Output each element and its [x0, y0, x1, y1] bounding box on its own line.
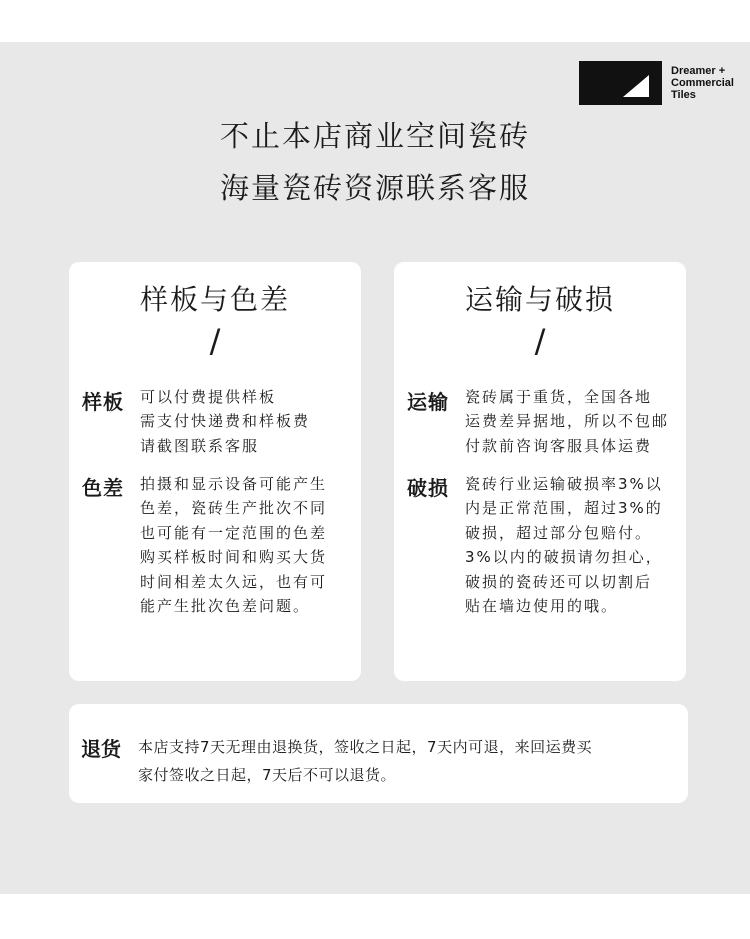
term-damage: 破损	[407, 476, 449, 500]
description-line: 拍摄和显示设备可能产生	[140, 475, 328, 493]
color-difference-description	[140, 472, 327, 618]
headline-line-1: 不止本店商业空间瓷砖	[219, 119, 530, 153]
brand-line-3: Tiles	[671, 89, 696, 101]
card-divider-slash: /	[534, 322, 546, 360]
card-divider-slash: /	[209, 322, 221, 360]
term-shipping: 运输	[407, 390, 449, 414]
card-title: 运输与破损	[464, 283, 615, 316]
description-line: 色差，瓷砖生产批次不同	[140, 499, 328, 518]
description-line: 可以付费提供样板	[140, 388, 277, 406]
description-line: 请截图联系客服	[140, 436, 260, 455]
description-line: 瓷砖行业运输破损率3%以	[465, 475, 663, 493]
brand-logo-mark	[579, 61, 662, 105]
description-line: 贴在墙边使用的哦。	[465, 597, 619, 616]
brand-name	[671, 65, 734, 101]
card-title: 样板与色差	[139, 283, 290, 316]
sample-description	[140, 385, 310, 458]
brand-logo	[579, 61, 734, 105]
sample-color-card	[69, 262, 361, 681]
description-line: 运费差异据地，所以不包邮	[465, 412, 670, 431]
term-color-difference: 色差	[82, 476, 124, 500]
term-sample: 样板	[82, 390, 124, 414]
term-returns: 退货	[81, 737, 121, 761]
description-line: 本店支持7天无理由退换货，签收之日起，7天内可退，来回运费买	[138, 738, 593, 756]
description-line: 瓷砖属于重货，全国各地	[465, 388, 653, 406]
description-line: 时间相差太久远，也有可	[140, 572, 328, 591]
description-line: 需支付快递费和样板费	[140, 412, 311, 431]
description-line: 购买样板时间和购买大货	[140, 548, 328, 567]
damage-description	[465, 472, 663, 618]
description-line: 能产生批次色差问题。	[140, 597, 311, 616]
returns-description	[138, 733, 592, 789]
brand-line-2: Commercial	[671, 77, 734, 89]
description-line: 破损，超过部分包赔付。	[465, 523, 653, 542]
description-line: 付款前咨询客服具体运费	[465, 436, 653, 455]
brand-line-1: Dreamer +	[671, 65, 726, 77]
description-line: 也可能有一定范围的色差	[140, 523, 328, 542]
description-line: 破损的瓷砖还可以切割后	[465, 572, 653, 591]
description-line: 3%以内的破损请勿担心，	[465, 548, 663, 567]
headline-line-2: 海量瓷砖资源联系客服	[219, 171, 530, 205]
description-line: 内是正常范围，超过3%的	[465, 499, 663, 518]
description-line: 家付签收之日起，7天后不可以退货。	[138, 766, 397, 784]
shipping-description	[465, 385, 669, 458]
shipping-damage-card	[394, 262, 686, 681]
returns-card	[69, 704, 688, 803]
